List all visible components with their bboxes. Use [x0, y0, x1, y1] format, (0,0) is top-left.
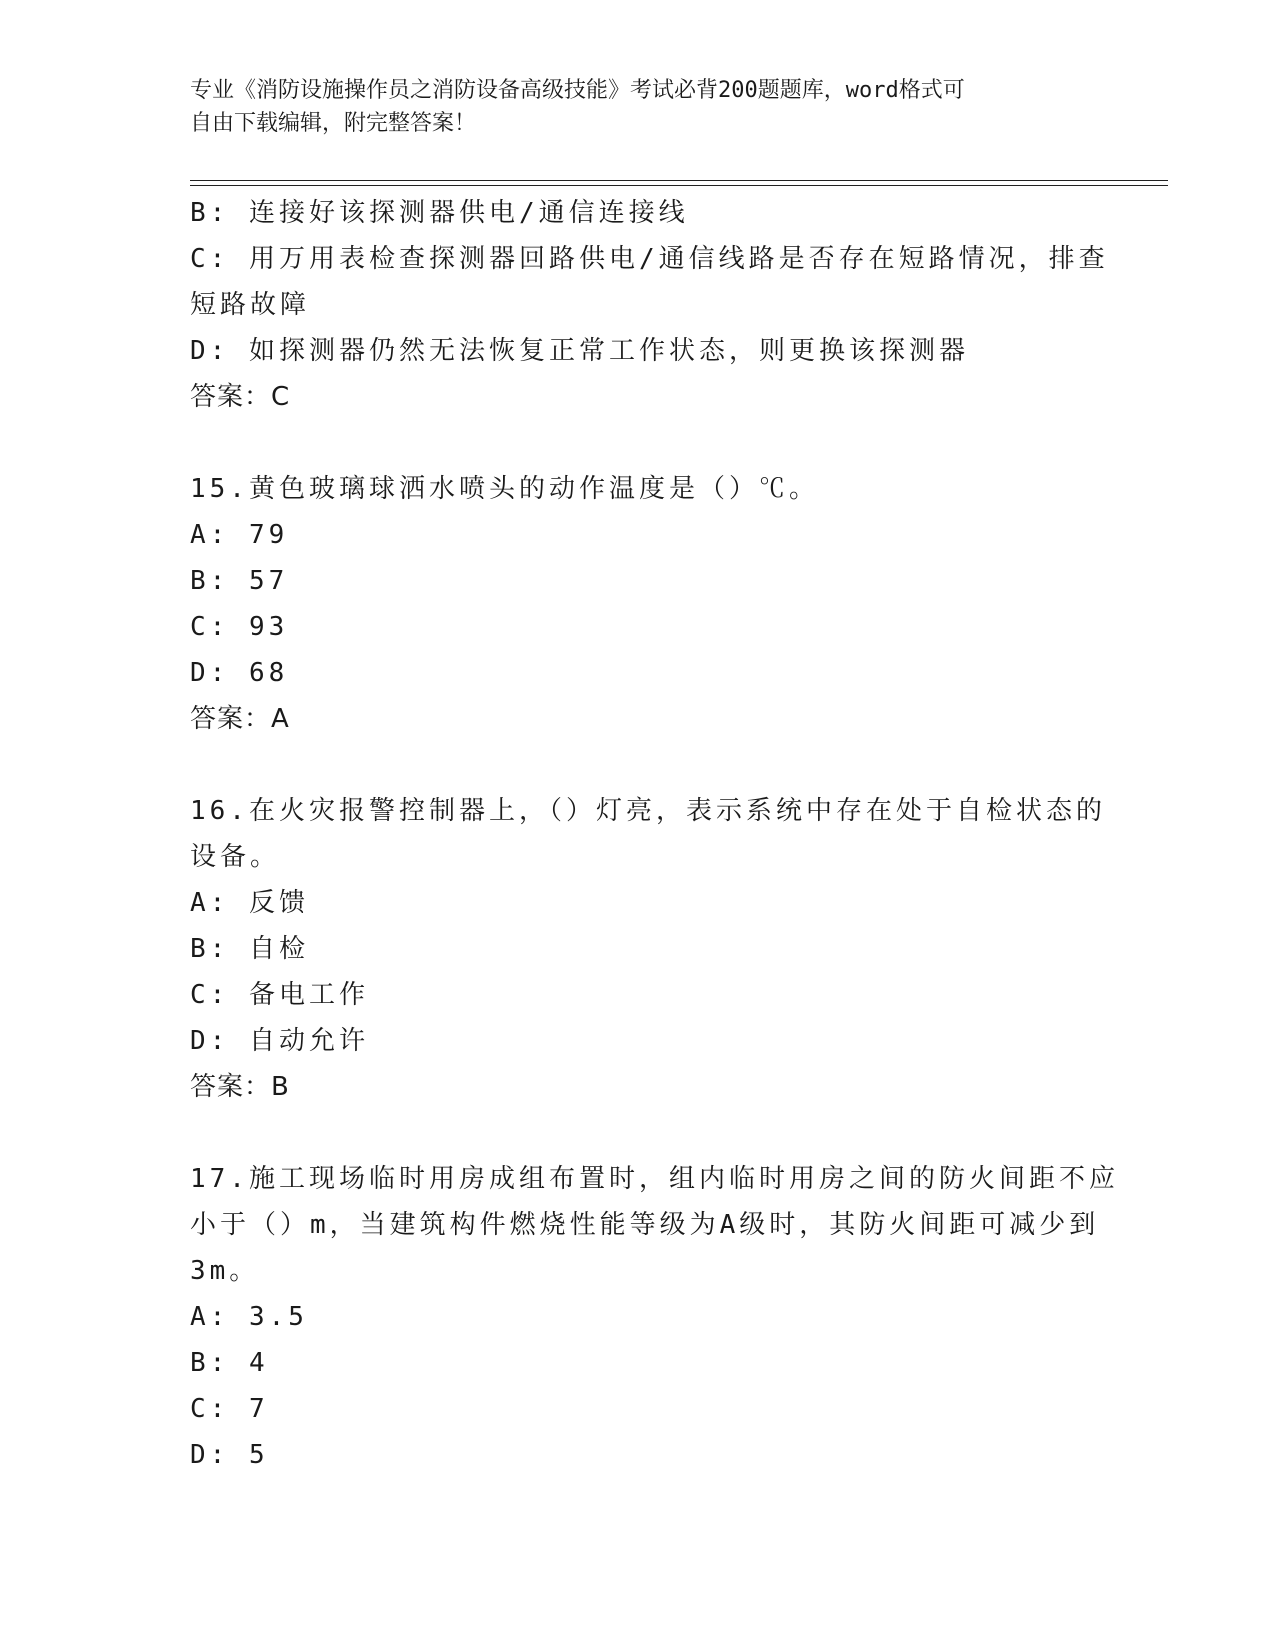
question-stem-line-2: 设备。 [190, 842, 281, 872]
option-b: B: 4 [190, 1348, 269, 1378]
question-stem-line-3: 3m。 [190, 1256, 260, 1286]
document-body [190, 190, 1119, 1478]
option-a: A: 79 [190, 520, 289, 550]
option-a: A: 反馈 [190, 888, 309, 918]
option-c: C: 用万用表检查探测器回路供电/通信线路是否存在短路情况，排查 [190, 244, 1109, 274]
option-d: D: 自动允许 [190, 1026, 369, 1056]
prev-question [190, 190, 1109, 420]
question-stem: 15.黄色玻璃球洒水喷头的动作温度是（）℃。 [190, 474, 819, 504]
option-c-continued: 短路故障 [190, 290, 311, 320]
option-c: C: 93 [190, 612, 289, 642]
question-stem-line-1: 17.施工现场临时用房成组布置时，组内临时用房之间的防火间距不应 [190, 1164, 1119, 1194]
question-16 [190, 788, 1106, 1110]
document-header [190, 74, 1090, 140]
question-stem-line-2: 小于（）m，当建筑构件燃烧性能等级为A级时，其防火间距可减少到 [190, 1210, 1100, 1240]
header-rule-bottom [190, 185, 1168, 186]
header-rule-top [190, 180, 1168, 181]
answer: 答案：B [190, 1072, 290, 1102]
option-a: A: 3.5 [190, 1302, 308, 1332]
option-d: D: 68 [190, 658, 289, 688]
option-b: B: 连接好该探测器供电/通信连接线 [190, 198, 689, 228]
question-15 [190, 466, 1090, 742]
header-line-1: 专业《消防设施操作员之消防设备高级技能》考试必背200题题库，word格式可 [190, 78, 965, 103]
option-b: B: 自检 [190, 934, 309, 964]
header-line-2: 自由下载编辑，附完整答案！ [190, 111, 477, 136]
option-c: C: 备电工作 [190, 980, 369, 1010]
option-c: C: 7 [190, 1394, 269, 1424]
answer: 答案：C [190, 382, 291, 412]
spacer [190, 420, 1090, 466]
answer: 答案：A [190, 704, 290, 734]
option-d: D: 如探测器仍然无法恢复正常工作状态，则更换该探测器 [190, 336, 969, 366]
question-17 [190, 1156, 1119, 1478]
spacer [190, 742, 1090, 788]
option-b: B: 57 [190, 566, 289, 596]
option-d: D: 5 [190, 1440, 269, 1470]
question-stem-line-1: 16.在火灾报警控制器上，（）灯亮，表示系统中存在处于自检状态的 [190, 796, 1106, 826]
spacer [190, 1110, 1090, 1156]
